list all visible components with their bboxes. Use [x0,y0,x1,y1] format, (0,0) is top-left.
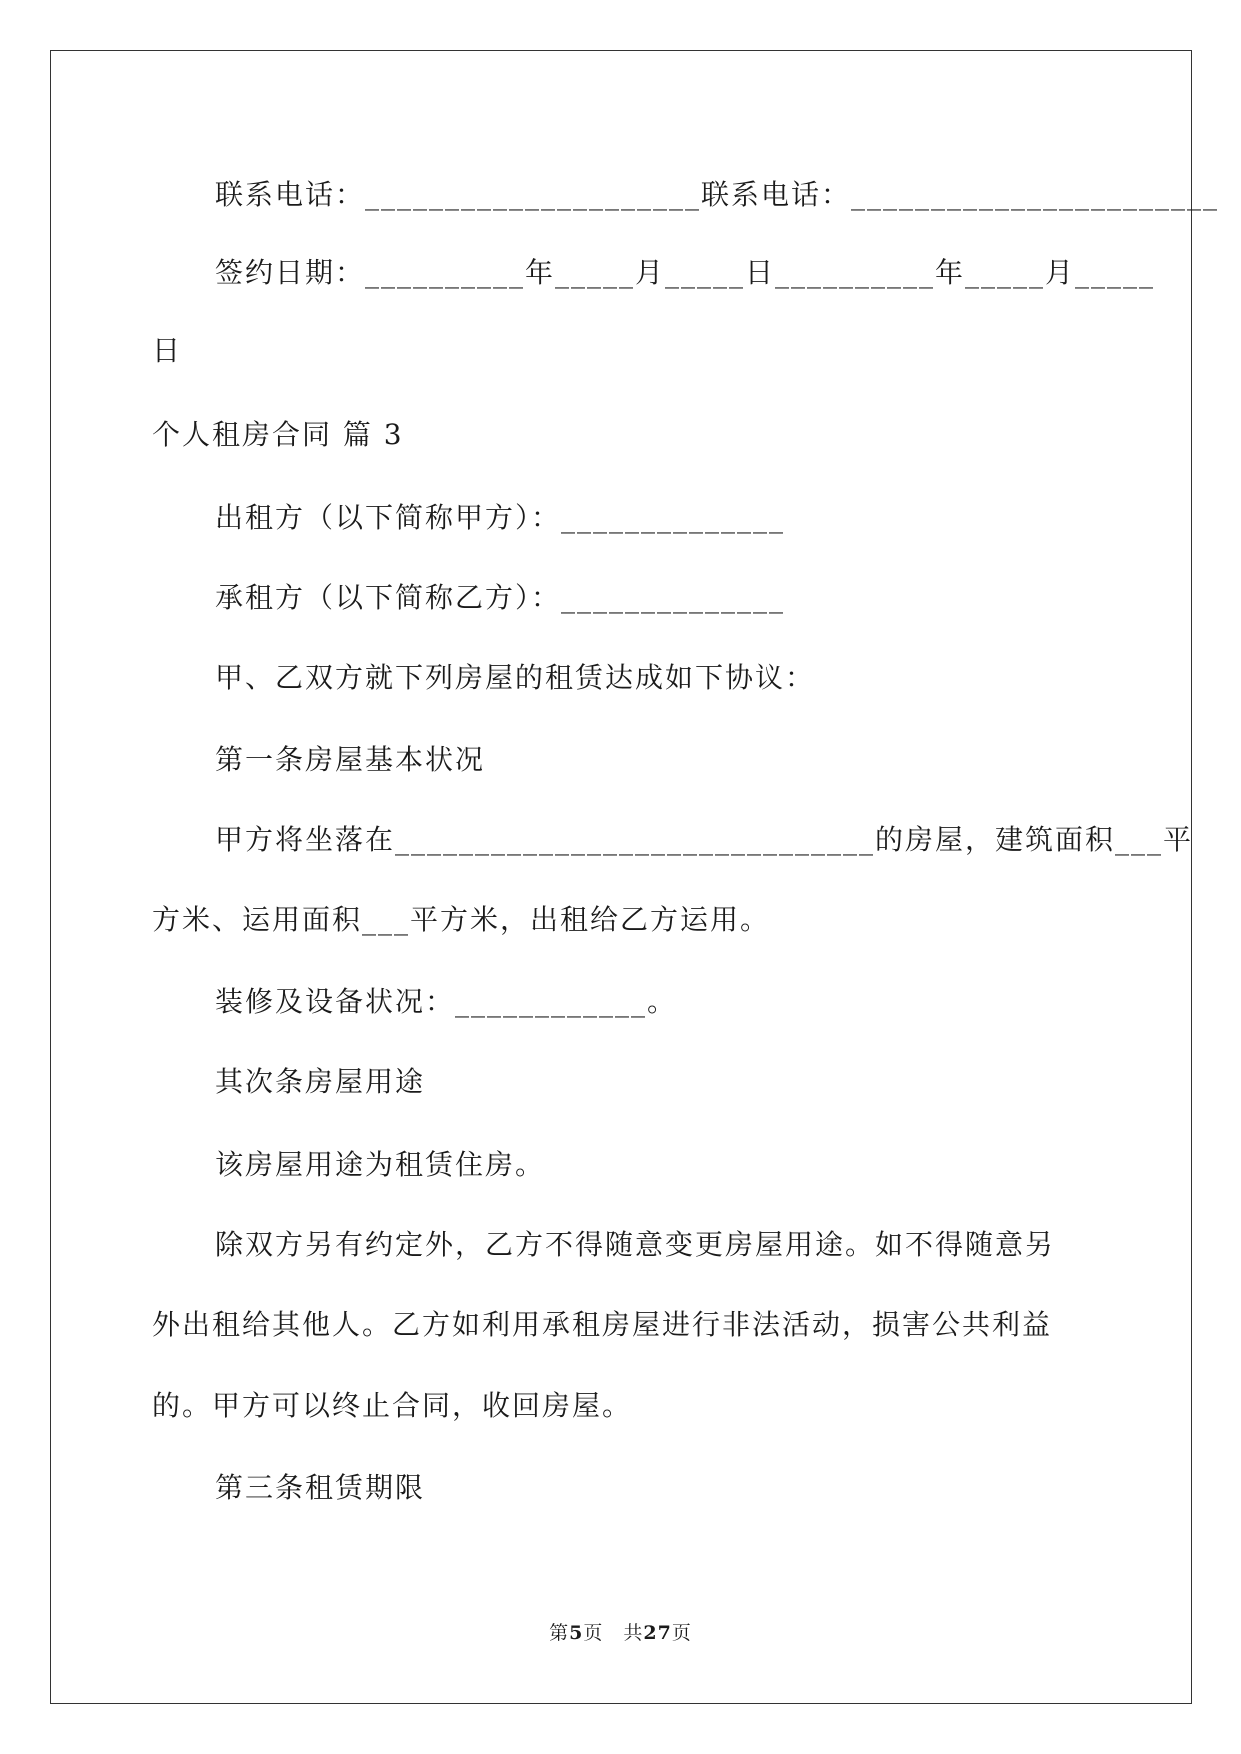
usage-line: 该房屋用途为租赁住房。 [215,1148,546,1181]
signing-date-line: 签约日期：__________年_____月_____日__________年_____月_____ [215,256,1156,289]
decoration-status-line: 装修及设备状况：____________。 [215,985,678,1018]
article-1-heading: 第一条房屋基本状况 [215,743,486,776]
article-2-heading: 其次条房屋用途 [215,1065,426,1098]
usage-restriction-line-3: 的。甲方可以终止合同，收回房屋。 [152,1389,633,1422]
page-number [0,1618,1241,1645]
property-area-line: 方米、运用面积___平方米，出租给乙方运用。 [152,903,771,936]
contact-phone-line: 联系电话：_____________________联系电话：_______________________ [215,178,1220,211]
signing-date-continuation: 日 [152,334,183,367]
page-suffix: 页 [671,1622,692,1644]
property-location-line: 甲方将坐落在______________________________的房屋，建筑面积___平 [215,823,1194,856]
page-border [50,50,1192,1704]
lessor-line: 出租方（以下简称甲方）：______________ [215,501,786,534]
page-current: 5 [569,1622,584,1644]
usage-restriction-line-1: 除双方另有约定外，乙方不得随意变更房屋用途。如不得随意另 [215,1228,1056,1261]
page-mid: 页 共 [583,1622,644,1644]
article-3-heading: 第三条租赁期限 [215,1471,426,1504]
page-total: 27 [643,1622,672,1644]
agreement-intro: 甲、乙双方就下列房屋的租赁达成如下协议： [215,661,816,694]
page-prefix: 第 [549,1622,570,1644]
usage-restriction-line-2: 外出租给其他人。乙方如利用承租房屋进行非法活动，损害公共利益 [152,1308,1053,1341]
section-title: 个人租房合同 篇 3 [152,418,404,451]
lessee-line: 承租方（以下简称乙方）：______________ [215,581,786,614]
